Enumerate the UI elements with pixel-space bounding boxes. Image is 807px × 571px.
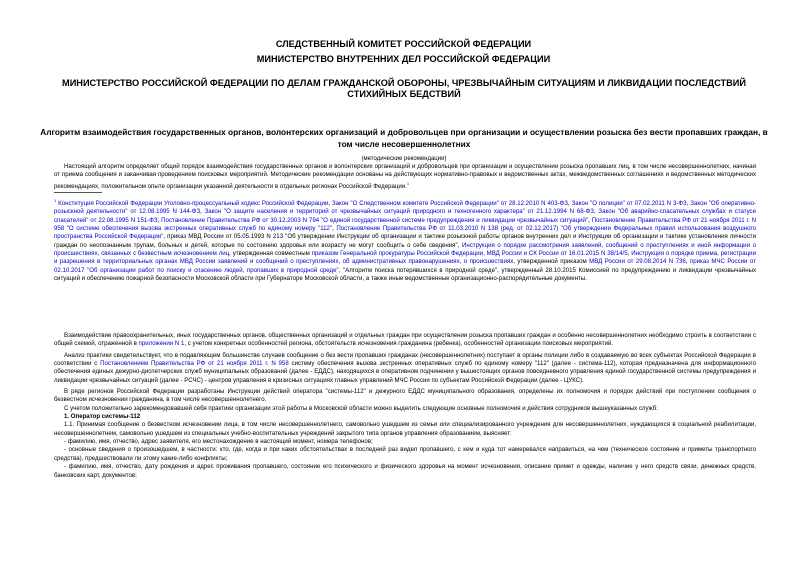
paragraph-text: Взаимодействие правоохранительных, иных государственных органов, общественных организаций и отдельных граждан при осуществлении розыска пропавших граждан и особенно несовершеннолетних необходимо строить в соответствии с общей схемой, отраженной в xyxy=(54,332,756,348)
link-appendix-1[interactable]: приложении N 1 xyxy=(138,340,185,348)
link-decree-794[interactable]: Постановление Правительства РФ от 30.12.2003 N 794 "О единой государственной системе предупреждения и ликвидации чрезвычайных ситуаций" xyxy=(161,216,589,224)
intro-text: Настоящий алгоритм определяет общий порядок взаимодействия государственных органов и волонтерских организаций и добровольцев при организации и осуществлении розыска пропавших лиц, в том числе несовершеннолетних, начиная от приема сообщения и заканчивая проведением поисковых мероприятий. Методические рекомендации основаны на действующих нормативно-правовых и ведомственных актах, межведомственных соглашениях и ведомственных методических рекомендациях, положительном опыте организации указанной деятельности в отдельных регионах Российской Федерации. xyxy=(54,163,756,190)
document-subtitle: (методические рекомендации) xyxy=(361,156,447,162)
document-title: Алгоритм взаимодействия государственных органов, волонтерских организаций и добровольцев при организации и осуществлении розыска без вести пропавших граждан, в том числе несовершеннолетних xyxy=(40,127,768,149)
link-law-police[interactable]: Закон "О полиции" от 07.02.2011 N 3-ФЗ xyxy=(571,200,687,208)
link-instruction-reports[interactable]: Инструкция о порядке приема, регистрации и разрешения в территориальных органах МВД России заявлений и сообщений о преступлениях, об административных правонарушениях, о происшествиях xyxy=(54,250,756,266)
link-constitution[interactable]: Конституция Российской Федерации xyxy=(58,200,163,208)
footnote-text-2: , утвержденная совместным xyxy=(229,250,312,258)
footnote-text-4: , "Алгоритм поиска потерявшихся в природной среде", утвержденный 28.10.2015 Комиссией по предупреждению и ликвидации чрезвычайных ситуаций и обеспечению пожарной безопасности Московской области при Губернаторе Московской области, а также иные ведомственные организационно-распорядительные документы. xyxy=(54,266,756,283)
paragraph-text: систему обеспечения вызова экстренных оперативных служб по единому номеру "112" (далее - система-112), которая предназначена для информационного обеспечения единых дежурно-диспетчерских служб муниципальных образований (далее - ЕДДС), находящихся в оперативном подчинении у вышестоящих органов повседневного управления единой государственной системы предупреждения и ликвидации чрезвычайных ситуаций (далее - РСЧС) - центров управления в кризисных ситуациях главных управлений МЧС России по субъектам Российской Федерации (далее - ЦУКС). xyxy=(54,360,756,384)
footnote-separator xyxy=(54,192,102,193)
footnote-text-3: , утвержденной приказом xyxy=(513,258,590,266)
paragraph-1-1: 1.1. Принимая сообщение о безвестном исчезновении лица, в том числе несовершеннолетнего, самовольно ушедшем из семьи или специализированного учреждения для несовершеннолетних, нуждающихся в социальной реабилитации, несовершеннолетнем, самовольно ушедшем из специальных учебно-воспитательных учреждений закрытого типа органов управления образованием, выясняет: xyxy=(54,421,756,437)
footnote-ref-1[interactable]: 1 xyxy=(406,180,410,186)
link-order-38[interactable]: приказом Генеральной прокуратуры Российской Федерации, МВД России и СК России от 16.01.2015 N 38/14/5 xyxy=(311,250,628,258)
link-mchs-order[interactable]: приказ МЧС России от 02.10.2017 "Об организации работ по поиску и спасению людей, пропавших в природной среде" xyxy=(54,258,756,274)
header-sk: СЛЕДСТВЕННЫЙ КОМИТЕТ РОССИЙСКОЙ ФЕДЕРАЦИИ xyxy=(275,39,532,49)
header-mchs: МИНИСТЕРСТВО РОССИЙСКОЙ ФЕДЕРАЦИИ ПО ДЕЛАМ ГРАЖДАНСКОЙ ОБОРОНЫ, ЧРЕЗВЫЧАЙНЫМ СИТУАЦИЯМ И ЛИКВИДАЦИИ ПОСЛЕДСТВИЙ СТИХИЙНЫХ БЕДСТВИЙ xyxy=(62,78,746,99)
main-body xyxy=(54,332,756,480)
section-heading-operator: 1. Оператор системы-112 xyxy=(64,413,141,421)
list-item: - фамилию, имя, отчество, адрес заявителя, его местонахождение в настоящий момент, номера телефонов; xyxy=(64,438,373,446)
paragraph-moscow: С учетом положительно зарекомендовавшей себя практики организации этой работы в Московской области можно выделить следующие основные полномочия и действия сотрудников вышеуказанных служб: xyxy=(64,404,658,412)
list-item: - фамилию, имя, отчество, дату рождения и адрес проживания пропавшего, состояние его психического и физического здоровья на момент исчезновения, описание примет и одежды, наличие у него средств связи, денежных средств, банковских карт, документов; xyxy=(54,463,756,479)
paragraph-interaction xyxy=(54,332,756,349)
paragraph-practice xyxy=(54,352,756,385)
footnote-1: $^1$ Конституция Российской Федерации Уголовно-процессуальный кодекс Российской Федерации, Закон "О Следственном комитете Российской Федерации" от 28.12.2010 N 403-ФЗ, Закон "О полиции" от 07.02.2011 N 3-ФЗ, Закон "Об оперативно-розыскной деятельности" от 12.08.1995 N 144-ФЗ, Закон "О защите населения и территорий от чрезвычайных ситуаций природного и техногенного характера" от 21.12.1994 N 68-ФЗ, Закон "Об аварийно-спасательных службах и статусе спасателей" от 22.08.1995 N 151-ФЗ, Постановление Правительства РФ от 30.12.2003 N 794 "О единой государственной системе предупреждения и ликвидации чрезвычайных ситуаций", Постановление Правительства РФ от 21 ноября 2011 г. N 958 "О системе обеспечения вызова экстренных оперативных служб по единому номеру "112", Постановление Правительства РФ от 11.03.2010 N 138 (ред. от 02.12.2017) "Об утверждении Федеральных правил использования воздушного пространства Российской Федерации", приказ МВД России от 05.05.1993 N 213 "Об утверждении Инструкции об организации и тактике розыскной работы органов внутренних дел и Инструкции об организации и тактике установления личности граждан по неопознанным трупам, больных и детей, которые по состоянию здоровья или возрасту не могут сообщить о себе сведения", Инструкция о порядке рассмотрения заявлений, сообщений о преступлениях и иной информации о происшествиях, связанных с безвестным исчезновением лиц, утвержденная совместным приказом Генеральной прокуратуры Российской Федерации, МВД России и СК России от 16.01.2015 N 38/14/5, Инструкция о порядке приема, регистрации и разрешения в территориальных органах МВД России заявлений и сообщений о преступлениях, об административных правонарушениях, о происшествиях, утвержденной приказом МВД России от 29.08.2014 N 736, приказ МЧС России от 02.10.2017 "Об организации работ по поиску и спасению людей, пропавших в природной среде", "Алгоритм поиска потерявшихся в природной среде", утвержденный 28.10.2015 Комиссией по предупреждению и ликвидации чрезвычайных ситуаций и обеспечению пожарной безопасности Московской области при Губернаторе Московской области, а также иные ведомственные организационно-распорядительные документы. xyxy=(54,198,757,283)
link-law-rescue[interactable]: Закон "Об аварийно-спасательных службах и статусе спасателей" от 22.08.1995 N 151-ФЗ xyxy=(54,208,756,224)
link-law-sk[interactable]: Закон "О Следственном комитете Российской Федерации" от 28.12.2010 N 403-ФЗ xyxy=(331,200,568,208)
link-decree-958[interactable]: Постановление Правительства РФ от 21 ноября 2011 г. N 958 "О системе обеспечения вызова экстренных оперативных служб по единому номеру "112" xyxy=(54,216,756,233)
link-decree-138[interactable]: Постановление Правительства РФ от 11.03.2010 N 138 (ред. от 02.12.2017) "Об утверждении Федеральных правил использования воздушного пространства Российской Федерации" xyxy=(54,225,756,241)
link-decree-958-body[interactable]: Постановлением Правительства РФ от 21 ноября 2011 г. N 958 xyxy=(100,360,289,368)
link-upk[interactable]: Уголовно-процессуальный кодекс Российской Федерации xyxy=(164,200,329,208)
paragraph-text: Анализ практики свидетельствует, что в подавляющем большинстве случаев сообщение о без вести пропавших гражданах (несовершеннолетних) поступает в органы полиции либо в создаваемую во всех субъектах Российской Федерации в соответствии с xyxy=(54,351,756,368)
link-instruction-missing[interactable]: Инструкция о порядке рассмотрения заявлений, сообщений о преступлениях и иной информации о происшествиях, связанных с безвестным исчезновением лиц xyxy=(54,241,757,258)
paragraph-regions: В ряде регионов Российской Федерации разработаны Инструкции действий оператора "системы-112" и дежурного ЕДДС муниципального образования, определены их полномочия и порядок действий при поступлении сообщения о безвестном исчезновении гражданина, в том числе несовершеннолетнего. xyxy=(54,388,756,404)
link-law-ord[interactable]: Закон "Об оперативно-розыскной деятельности" от 12.08.1995 N 144-ФЗ xyxy=(54,200,757,216)
list-item: - основные сведения о произошедшем, в частности: кто, где, когда и при каких обстоятельствах в последний раз видел пропавшего, с кем и куда тот намеревался направиться, на чем (техническое состояние и приметы транспортного средства), предшествовали ли этому какие-либо конфликты; xyxy=(54,446,756,462)
link-law-population[interactable]: Закон "О защите населения и территорий от чрезвычайных ситуаций природного и техногенного характера" от 21.12.1994 N 68-ФЗ xyxy=(204,208,594,216)
paragraph-text: , с учетом конкретных особенностей региона, обстоятельств исчезновения гражданина (ребенка), особенностей организации поисковых мероприятий. xyxy=(184,340,613,348)
header-mvd: МИНИСТЕРСТВО ВНУТРЕННИХ ДЕЛ РОССИЙСКОЙ ФЕДЕРАЦИИ xyxy=(256,54,551,64)
link-order-736[interactable]: МВД России от 29.08.2014 N 736 xyxy=(589,258,686,266)
intro-block xyxy=(54,163,756,191)
footnote-text-1: , приказ МВД России от 05.05.1993 N 213 "Об утверждении Инструкции об организации и тактике розыскной работы органов внутренних дел и Инструкции об организации и тактике установления личности граждан по неопознанным трупам, больных и детей, которые по состоянию здоровья или возрасту не могут сообщить о себе сведения", xyxy=(54,233,756,249)
intro-paragraph xyxy=(54,163,756,191)
footnote-mark[interactable]: 1 xyxy=(54,198,57,203)
